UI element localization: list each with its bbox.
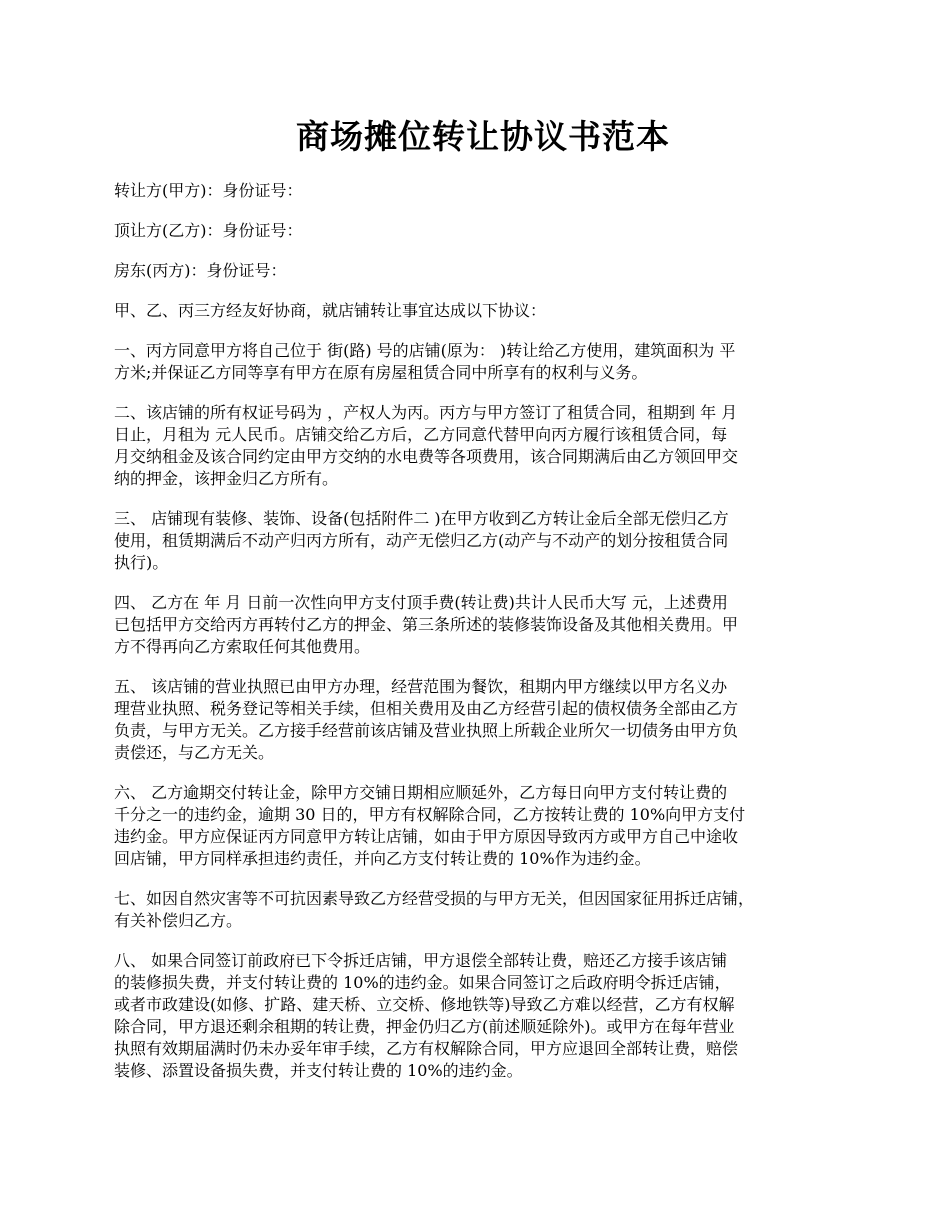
clause-8: 八、 如果合同签订前政府已下令拆迁店铺，甲方退偿全部转让费，赔还乙方接手该店铺 的装修损失费，并支付转让费的 10%的违约金。如果合同签订之后政府明令拆迁店铺， 或者市政建设(如修、扩路、建天桥、立交桥、修地铁等)导致乙方难以经营，乙方有权解 除合同，甲方退还剩余租期的转让费，押金仍归乙方(前述顺延除外)。或甲方在每年营业 执照有效期届满时仍未办妥年审手续，乙方有权解除合同，甲方应退回全部转让费，赔偿 装修、添置设备损失费，并支付转让费的 10%的违约金。 xyxy=(114,951,739,1080)
clause-6: 六、 乙方逾期交付转让金，除甲方交铺日期相应顺延外，乙方每日向甲方支付转让费的 千分之一的违约金，逾期 30 日的，甲方有权解除合同，乙方按转让费的 10%向甲方支付 违约金。甲方应保证丙方同意甲方转让店铺，如由于甲方原因导致丙方或甲方自己中途收 回店铺，甲方同样承担违约责任，并向乙方支付转让费的 10%作为违约金。 xyxy=(114,783,746,868)
clause-7: 七、如因自然灾害等不可抗因素导致乙方经营受损的与甲方无关，但因国家征用拆迁店铺， 有关补偿归乙方。 xyxy=(114,889,755,930)
clause-5: 五、 该店铺的营业执照已由甲方办理，经营范围为餐饮，租期内甲方继续以甲方名义办 理营业执照、税务登记等相关手续，但相关费用及由乙方经营引起的债权债务全部由乙方 负责，与甲方无关。乙方接手经营前该店铺及营业执照上所载企业所欠一切债务由甲方负 责偿还，与乙方无关。 xyxy=(114,677,739,762)
document-page xyxy=(114,112,852,1100)
party-buyer: 顶让方(乙方)：身份证号： xyxy=(114,221,303,240)
agreement-intro: 甲、乙、丙三方经友好协商，就店铺转让事宜达成以下协议： xyxy=(114,301,547,320)
party-seller: 转让方(甲方)：身份证号： xyxy=(114,181,303,200)
party-landlord: 房东(丙方)：身份证号： xyxy=(114,261,287,280)
clause-3: 三、 店铺现有装修、装饰、设备(包括附件二 )在甲方收到乙方转让金后全部无偿归乙方 使用，租赁期满后不动产归丙方所有，动产无偿归乙方(动产与不动产的划分按租赁合同 执行)。 xyxy=(114,509,729,572)
clause-1: 一、丙方同意甲方将自己位于 街(路) 号的店铺(原为： )转让给乙方使用，建筑面积为 平 方米;并保证乙方同等享有甲方在原有房屋租赁合同中所享有的权利与义务。 xyxy=(114,341,736,382)
document-title: 商场摊位转让协议书范本 xyxy=(296,117,670,156)
clause-4: 四、 乙方在 年 月 日前一次性向甲方支付顶手费(转让费)共计人民币大写 元，上述费用 已包括甲方交给丙方再转付乙方的押金、第三条所述的装修装饰设备及其他相关费用。甲 方不得再向乙方索取任何其他费用。 xyxy=(114,593,739,656)
clause-2: 二、该店铺的所有权证号码为 ，产权人为丙。丙方与甲方签订了租赁合同，租期到 年 月 日止，月租为 元人民币。店铺交给乙方后，乙方同意代替甲向丙方履行该租赁合同，每 月交纳租金及该合同约定由甲方交纳的水电费等各项费用，该合同期满后由乙方领回甲交 纳的押金，该押金归乙方所有。 xyxy=(114,403,739,488)
